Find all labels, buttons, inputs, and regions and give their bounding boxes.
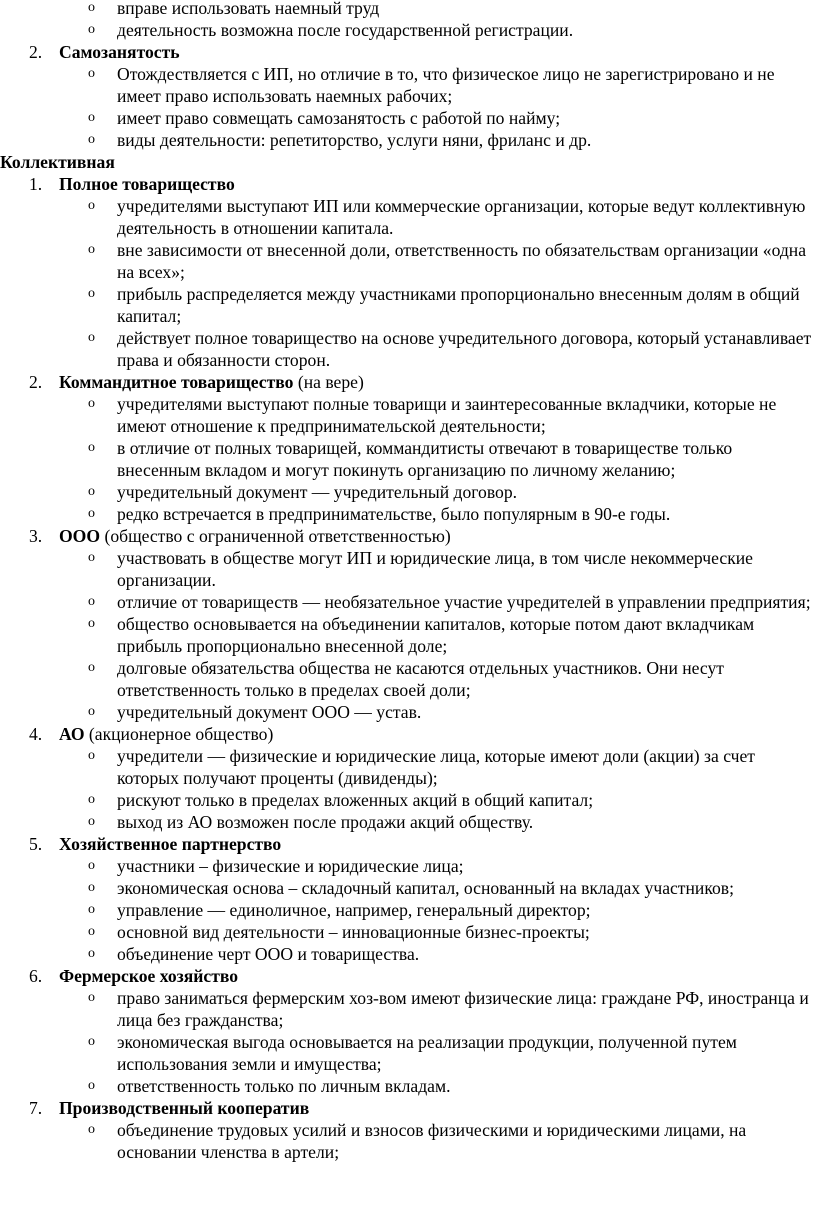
sections-list [0, 173, 816, 1163]
list-item: o имеет право совмещать самозанятость с работой по найму; [88, 108, 561, 128]
bullet-marker: o [88, 440, 95, 455]
list-item: o объединение черт ООО и товарищества. [88, 944, 420, 964]
bullet-marker: o [88, 198, 95, 213]
bullet-marker: o [88, 22, 95, 37]
bullet-marker: o [88, 858, 95, 873]
bullet-marker: o [88, 814, 95, 829]
list-item: o учредительный документ ООО — устав. [88, 702, 422, 722]
bullet-marker: o [88, 616, 95, 631]
bullet-marker: o [88, 1078, 95, 1093]
bullet-marker: o [88, 396, 95, 411]
bullet-marker: o [88, 1034, 95, 1049]
bullet-marker: o [88, 286, 95, 301]
list-item: o рискуют только в пределах вложенных акций в общий капитал; [88, 790, 594, 810]
list-item: o участники – физические и юридические лица; [88, 856, 464, 876]
section-heading: 1. Полное товарищество [29, 174, 235, 194]
list-item: o участвовать в обществе могут ИП и юридические лица, в том числе некоммерческие организации. [88, 548, 753, 590]
section-heading: 4. АО (акционерное общество) [29, 724, 274, 744]
list-item: o выход из АО возможен после продажи акций обществу. [88, 812, 534, 832]
list-item: o вне зависимости от внесенной доли, ответственность по обязательствам организации «одна на всех»; [88, 240, 807, 282]
bullet-marker: o [88, 0, 95, 15]
group-heading: Коллективная [0, 152, 115, 172]
bullet-marker: o [88, 946, 95, 961]
list-item: o в отличие от полных товарищей, коммандитисты отвечают в товариществе только внесенным вкладом и могут покинуть организацию по личному желанию; [88, 438, 733, 480]
bullet-marker: o [88, 242, 95, 257]
list-item: o прибыль распределяется между участниками пропорционально внесенным долям в общий капитал; [88, 284, 800, 326]
list-item: o объединение трудовых усилий и взносов физическими и юридическими лицами, на основании членства в артели; [88, 1120, 747, 1162]
bullet-marker: o [88, 66, 95, 81]
list-item: o учредителями выступают ИП или коммерческие организации, которые ведут коллективную деятельность в отношении капитала. [88, 196, 806, 238]
list-item: o учредителями выступают полные товарищи и заинтересованные вкладчики, которые не имеют отношение к предпринимательской деятельности; [88, 394, 777, 436]
bullet-marker: o [88, 1122, 95, 1137]
list-item: o право заниматься фермерским хоз-вом имеют физические лица: граждане РФ, иностранца и лица без гражданства; [88, 988, 809, 1030]
list-item: o отличие от товариществ — необязательное участие учредителей в управлении предприятия; [88, 592, 811, 612]
bullet-marker: o [88, 990, 95, 1005]
bullet-marker: o [88, 748, 95, 763]
list-item: o управление — единоличное, например, генеральный директор; [88, 900, 591, 920]
bullet-marker: o [88, 924, 95, 939]
list-item: o долговые обязательства общества не касаются отдельных участников. Они несут ответственность только в пределах своей доли; [88, 658, 724, 700]
bullet-marker: o [88, 484, 95, 499]
list-item: o экономическая основа – складочный капитал, основанный на вкладах участников; [88, 878, 734, 898]
bullet-marker: o [88, 792, 95, 807]
section-heading: 3. ООО (общество с ограниченной ответственностью) [29, 526, 451, 546]
bullet-marker: o [88, 330, 95, 345]
bullet-marker: o [88, 704, 95, 719]
bullet-marker: o [88, 902, 95, 917]
list-item: o ответственность только по личным вкладам. [88, 1076, 451, 1096]
list-item: o виды деятельности: репетиторство, услуги няни, фриланс и др. [88, 130, 592, 150]
bullet-marker: o [88, 660, 95, 675]
list-item: o учредительный документ — учредительный договор. [88, 482, 518, 502]
list-item: o учредители — физические и юридические лица, которые имеют доли (акции) за счет которых получают проценты (дивиденды); [88, 746, 755, 788]
bullet-marker: o [88, 550, 95, 565]
list-item: o Отождествляется с ИП, но отличие в то, что физическое лицо не зарегистрировано и не имеет право использовать наемных рабочих; [88, 64, 775, 106]
section-heading: 2. Коммандитное товарищество (на вере) [29, 372, 364, 392]
list-item: o общество основывается на объединении капиталов, которые потом дают вкладчикам прибыль пропорционально внесенной доле; [88, 614, 755, 656]
list-item: o основной вид деятельности – инновационные бизнес-проекты; [88, 922, 590, 942]
list-item: o вправе использовать наемный труд [0, 0, 816, 19]
section-heading: 5. Хозяйственное партнерство [29, 834, 282, 854]
bullet-marker: o [88, 506, 95, 521]
section-heading: 7. Производственный кооператив [29, 1098, 310, 1118]
bullet-marker: o [88, 132, 95, 147]
bullet-marker: o [88, 110, 95, 125]
bullet-marker: o [88, 880, 95, 895]
section-heading: 6. Фермерское хозяйство [29, 966, 239, 986]
list-item: o деятельность возможна после государственной регистрации. [88, 20, 574, 40]
bullet-marker: o [88, 594, 95, 609]
list-item: o экономическая выгода основывается на реализации продукции, полученной путем использования земли и имущества; [88, 1032, 737, 1074]
list-item: o редко встречается в предпринимательстве, было популярным в 90-е годы. [88, 504, 671, 524]
section-heading: 2. Самозанятость [29, 42, 180, 62]
list-item: o действует полное товарищество на основе учредительного договора, который устанавливает права и обязанности сторон. [88, 328, 812, 370]
